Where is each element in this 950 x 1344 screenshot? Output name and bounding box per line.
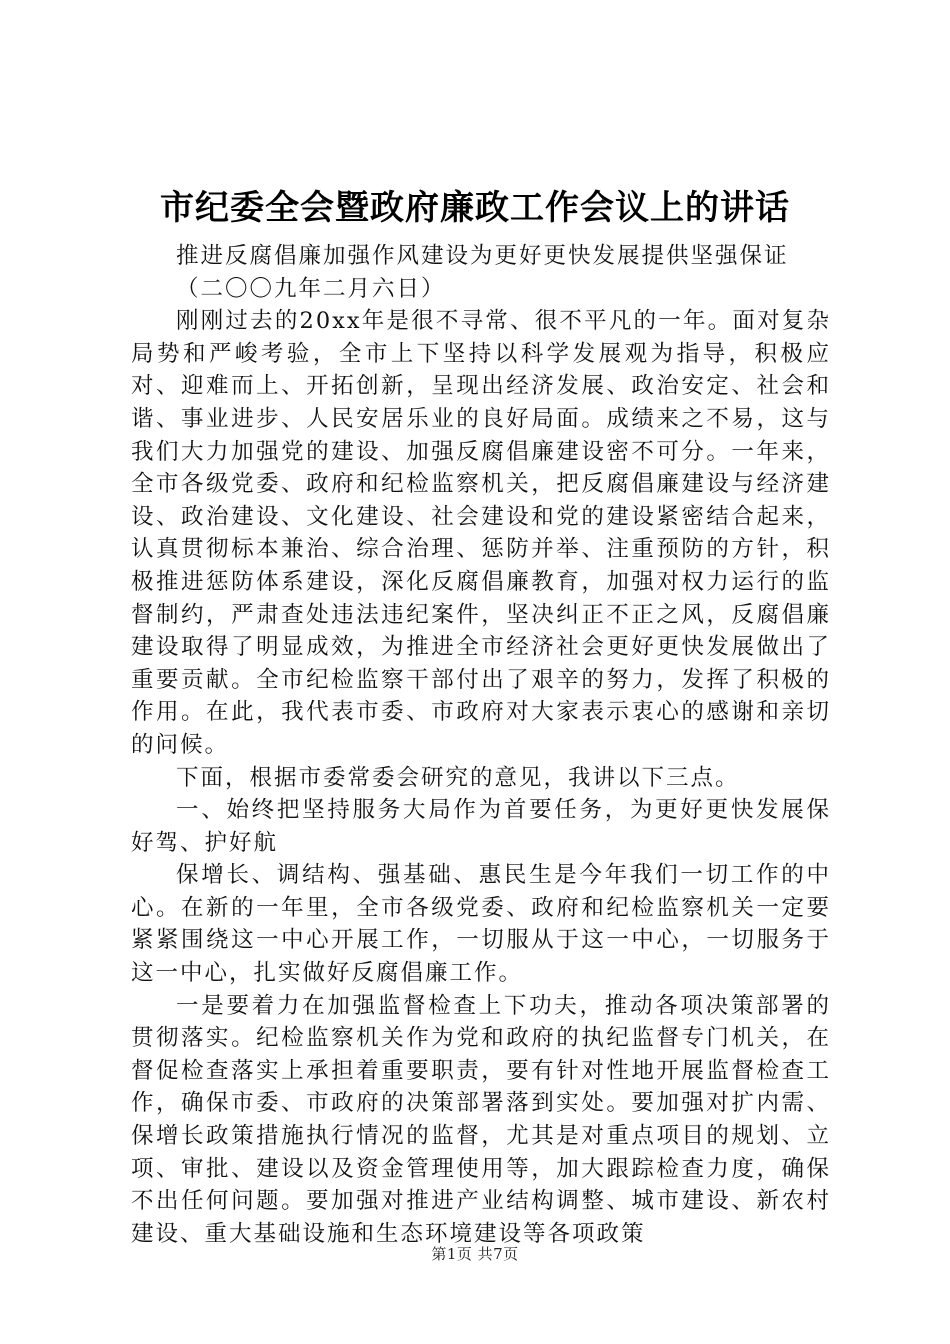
page-number: 第1页 共7页 (431, 1245, 519, 1263)
document-body (131, 240, 831, 1250)
body-paragraph: 下面，根据市委常委会研究的意见，我讲以下三点。 (176, 764, 740, 791)
body-paragraph: 保增长、调结构、强基础、惠民生是今年我们一切工作的中心。在新的一年里，全市各级党委、政府和纪检监察机关一定要紧紧围绕这一中心开展工作，一切服从于这一中心，一切服务于这一中心，扎实做好反腐倡廉工作。 (131, 862, 831, 987)
date-paragraph: （二〇〇九年二月六日） (176, 275, 446, 302)
subtitle-paragraph: 推进反腐倡廉加强作风建设为更好更快发展提供坚强保证 (176, 243, 789, 269)
body-paragraph: 刚刚过去的20xx年是很不寻常、很不平凡的一年。面对复杂局势和严峻考验，全市上下坚持以科学发展观为指导，积极应对、迎难而上、开拓创新，呈现出经济发展、政治安定、社会和谐、事业进步、人民安居乐业的良好局面。成绩来之不易，这与我们大力加强党的建设、加强反腐倡廉建设密不可分。一年来，全市各级党委、政府和纪检监察机关，把反腐倡廉建设与经济建设、政治建设、文化建设、社会建设和党的建设紧密结合起来，认真贯彻标本兼治、综合治理、惩防并举、注重预防的方针，积极推进惩防体系建设，深化反腐倡廉教育，加强对权力运行的监督制约，严肃查处违法违纪案件，坚决纠正不正之风，反腐倡廉建设取得了明显成效，为推进全市经济社会更好更快发展做出了重要贡献。全市纪检监察干部付出了艰辛的努力，发挥了积极的作用。在此，我代表市委、市政府对大家表示衷心的感谢和亲切的问候。 (131, 308, 831, 758)
body-paragraph: 一是要着力在加强监督检查上下功夫，推动各项决策部署的贯彻落实。纪检监察机关作为党和政府的执纪监督专门机关，在督促检查落实上承担着重要职责，要有针对性地开展监督检查工作，确保市委、市政府的决策部署落到实处。要加强对扩内需、保增长政策措施执行情况的监督，尤其是对重点项目的规划、立项、审批、建设以及资金管理使用等，加大跟踪检查力度，确保不出任何问题。要加强对推进产业结构调整、城市建设、新农村建设、重大基础设施和生态环境建设等各项政策 (131, 992, 831, 1247)
section-heading: 一、始终把坚持服务大局作为首要任务，为更好更快发展保好驾、护好航 (131, 797, 831, 856)
document-title: 市纪委全会暨政府廉政工作会议上的讲话 (160, 188, 790, 228)
